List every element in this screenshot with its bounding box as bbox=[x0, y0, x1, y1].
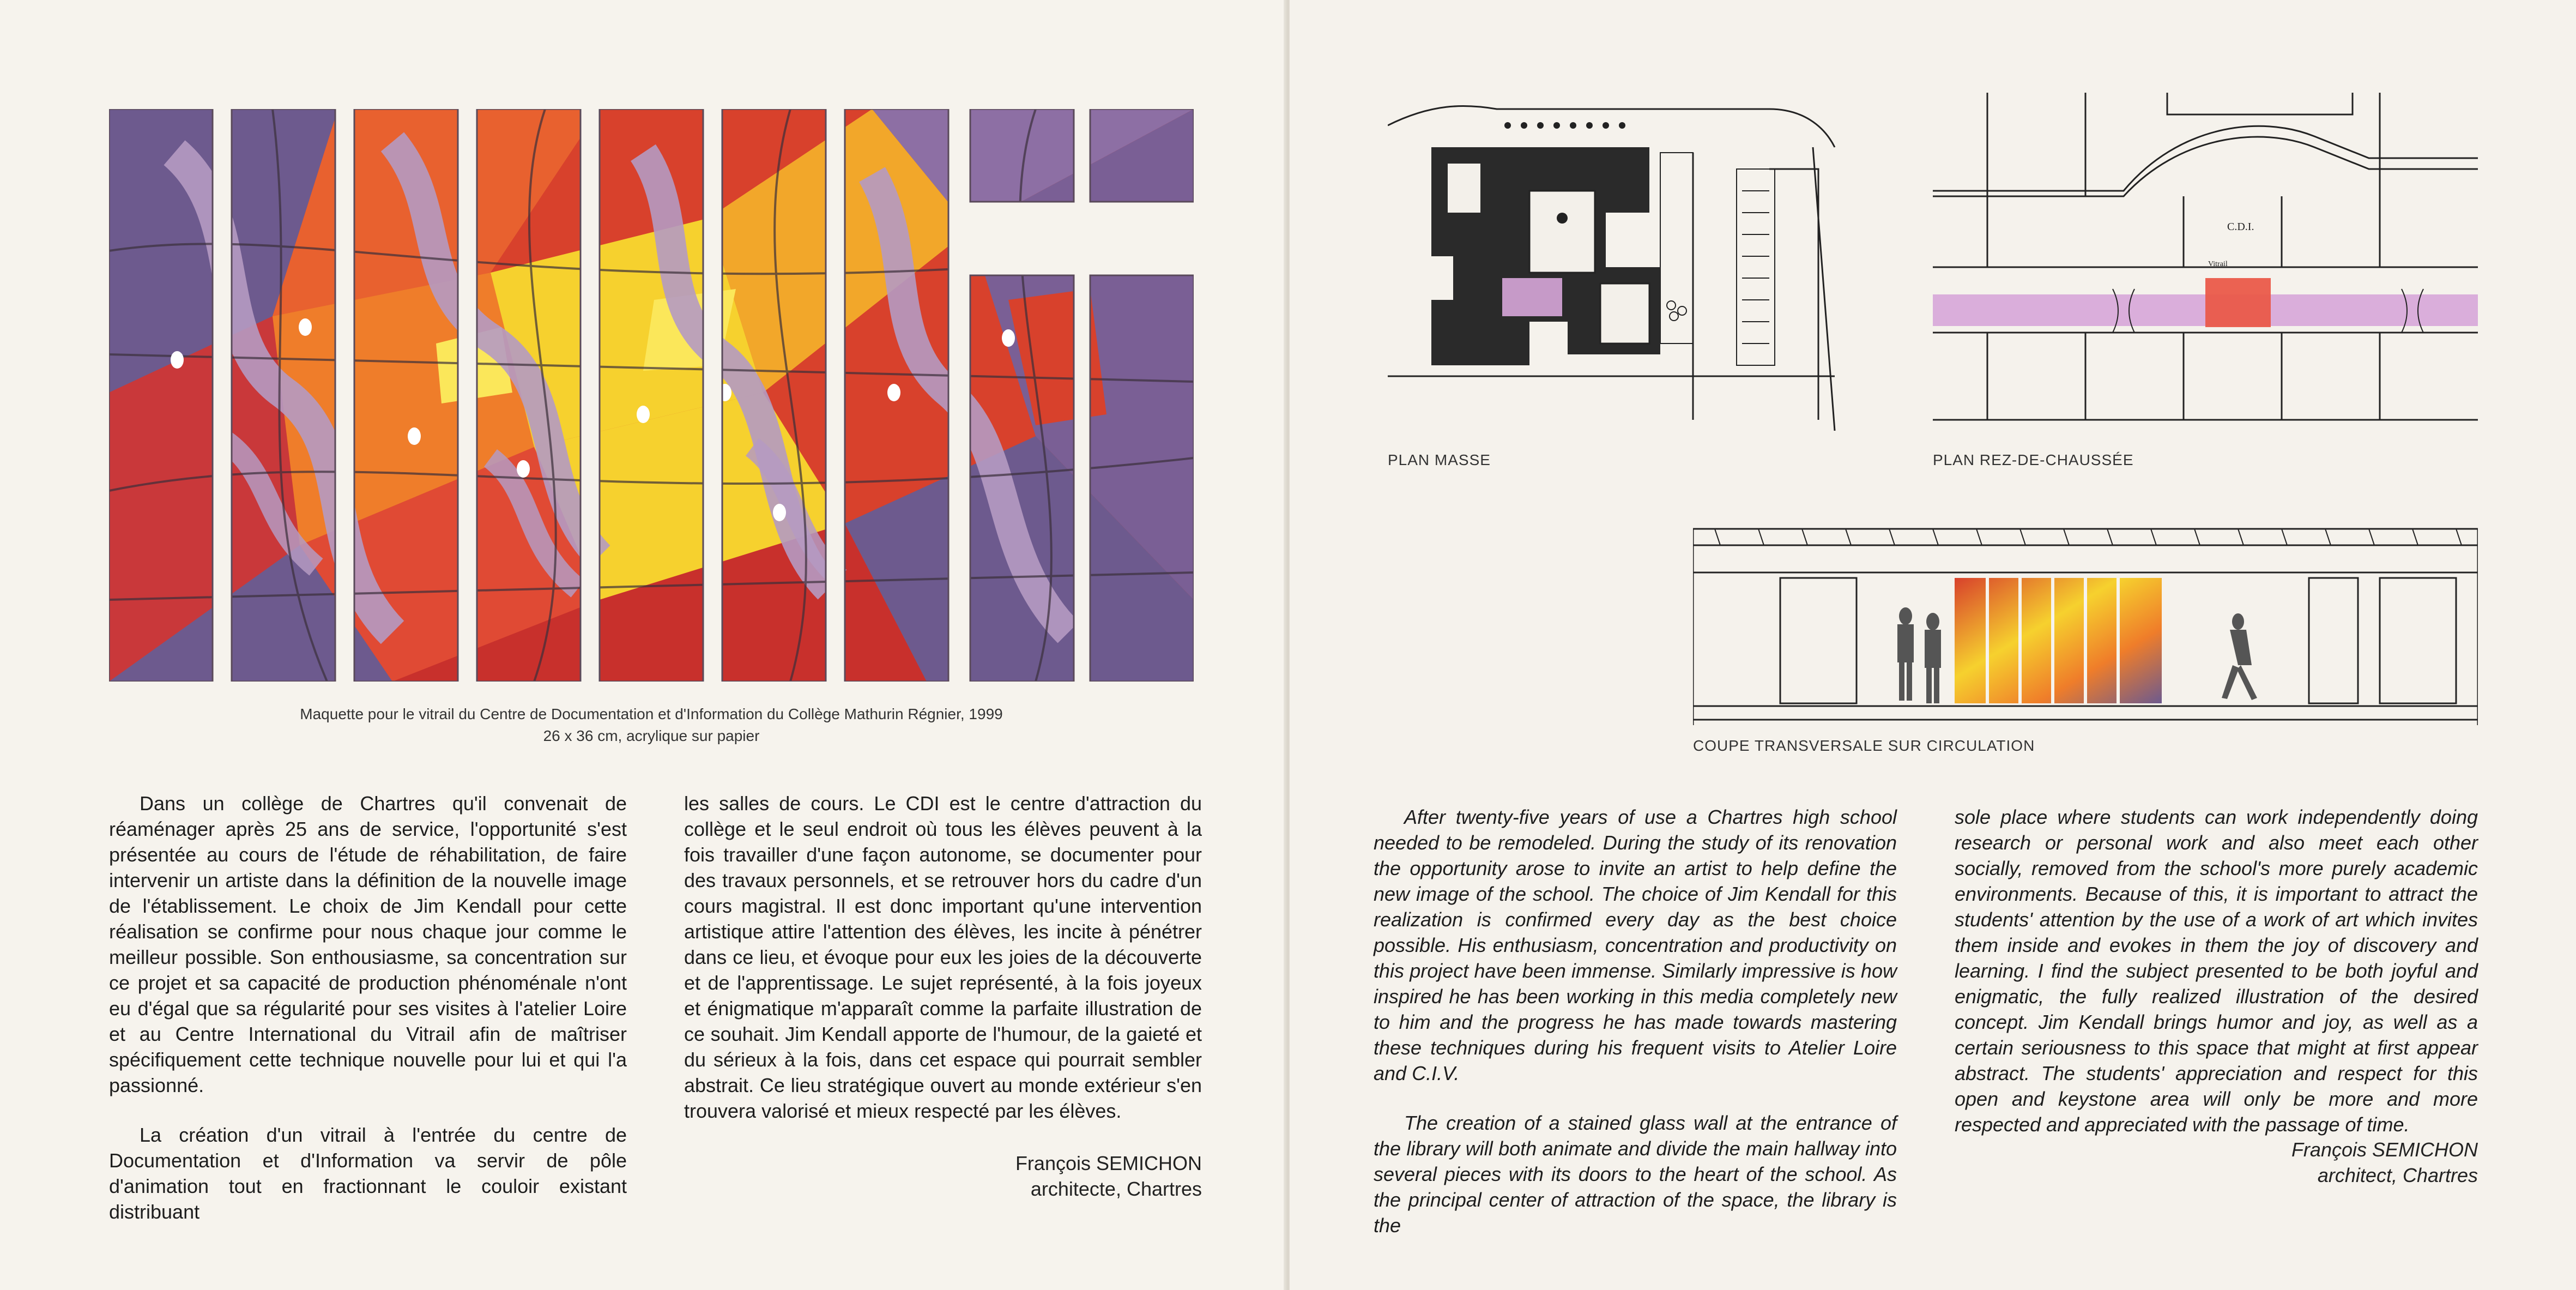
label-coupe: COUPE TRANSVERSALE SUR CIRCULATION bbox=[1693, 737, 2035, 754]
english-paragraph-3: sole place where students can work independently doing research or personal work and also meet each other socially, removed from the school's more purely academic environments. Because of this, it is important to attract the students' attention by the use of a work of art which invites them inside and evokes in them the joy of discovery and learning. I find the subject presented to be both joyful and enigmatic, the fully realized illustration of the desired concept. Jim Kendall brings humor and joy, as well as a certain seriousness to this space that might at first appear abstract. The students' appreciation and respect for this open and keystone area will only be more and more respected and appreciated with the passage of time. bbox=[1955, 806, 2478, 1136]
english-paragraph-2: The creation of a stained glass wall at the entrance of the library will both animate and divide the main hallway into several pieces with its doors to the heart of the school. As the principal center of attraction of the space, the library is the bbox=[1374, 1112, 1897, 1237]
right-page bbox=[1290, 0, 2576, 1290]
stained-glass-maquette bbox=[109, 109, 1194, 682]
label-plan-masse: PLAN MASSE bbox=[1388, 451, 1491, 468]
signature-name: François SEMICHON bbox=[1015, 1152, 1202, 1174]
signature-role-en: architect, Chartres bbox=[2317, 1164, 2478, 1186]
signature-role: architecte, Chartres bbox=[1030, 1178, 1202, 1200]
plan-vitrail-label: Vitrail bbox=[2208, 260, 2228, 268]
french-paragraph-3: les salles de cours. Le CDI est le centre d'attraction du collège et le seul endroit où tous les élèves peuvent à la fois travailler d'une façon autonome, se documenter pour des travaux personnels, et se retrouver hors du cadre d'un cours magistral. Il est donc important qu'une intervention artistique attire l'attention des élèves, les incite à pénétrer dans ce lieu, et évoque pour eux les joies de la découverte et de l'apprentissage. Le sujet représenté, à la fois joyeux et énigmatique m'apparaît comme la parfaite illustration de ce souhait. Jim Kendall apporte de l'humour, de la gaieté et du sérieux à la fois, dans cet espace qui pourrait sembler abstrait. Ce lieu stratégique ouvert au monde extérieur s'en trouvera valorisé et mieux respecté par les élèves. bbox=[684, 792, 1202, 1122]
french-column-1 bbox=[109, 791, 627, 1249]
english-paragraph-1: After twenty-five years of use a Chartres high school needed to be remodeled. During the study of its renovation the opportunity arose to invite an artist to help define the new image of the school. The choice of Jim Kendall for this realization is confirmed every day as the best choice possible. His enthusiasm, concentration and productivity on this project have been immense. Similarly impressive is how inspired he has been working in this media completely new to him and the progress he has made towards mastering these techniques during his frequent visits to Atelier Loire and C.I.V. bbox=[1374, 806, 1897, 1084]
caption-line-1: Maquette pour le vitrail du Centre de Documentation et d'Information du Collège Mathurin Régnier, 1999 bbox=[300, 706, 1003, 722]
signature-name-en: François SEMICHON bbox=[2291, 1138, 2478, 1161]
plan-rdc-drawing bbox=[1933, 93, 2478, 431]
french-paragraph-2: La création d'un vitrail à l'entrée du centre de Documentation et d'Information va servir de pôle d'animation tout en fractionnant le couloir existant distribuant bbox=[109, 1124, 627, 1223]
label-plan-rdc: PLAN REZ-DE-CHAUSSÉE bbox=[1933, 451, 2134, 468]
left-page bbox=[0, 0, 1286, 1290]
maquette-caption bbox=[164, 703, 1139, 747]
french-paragraph-1: Dans un collège de Chartres qu'il convenait de réaménager après 25 ans de service, l'opportunité s'est présentée au cours de l'étude de réhabilitation, de faire intervenir un artiste dans la définition de la nouvelle image de l'établissement. Le choix de Jim Kendall pour cette réalisation se confirme pour nous chaque jour comme le meilleur possible. Son enthousiasme, sa concentration sur ce projet et sa capacité de production phénoménale n'ont eu d'égal que sa régularité pour ses visites à l'atelier Loire et au Centre International du Vitrail afin de maîtriser spécifiquement cette technique nouvelle pour lui et qui l'a passionné. bbox=[109, 792, 627, 1096]
french-column-2 bbox=[684, 791, 1202, 1148]
english-column-2 bbox=[1955, 804, 2478, 1161]
english-column-1 bbox=[1374, 804, 1897, 1262]
caption-line-2: 26 x 36 cm, acrylique sur papier bbox=[543, 727, 760, 744]
coupe-transversale-drawing bbox=[1693, 518, 2478, 725]
english-signature bbox=[2096, 1137, 2478, 1188]
plan-cdi-label: C.D.I. bbox=[2227, 221, 2254, 233]
plan-masse-drawing bbox=[1388, 93, 1846, 431]
french-signature bbox=[818, 1150, 1202, 1202]
